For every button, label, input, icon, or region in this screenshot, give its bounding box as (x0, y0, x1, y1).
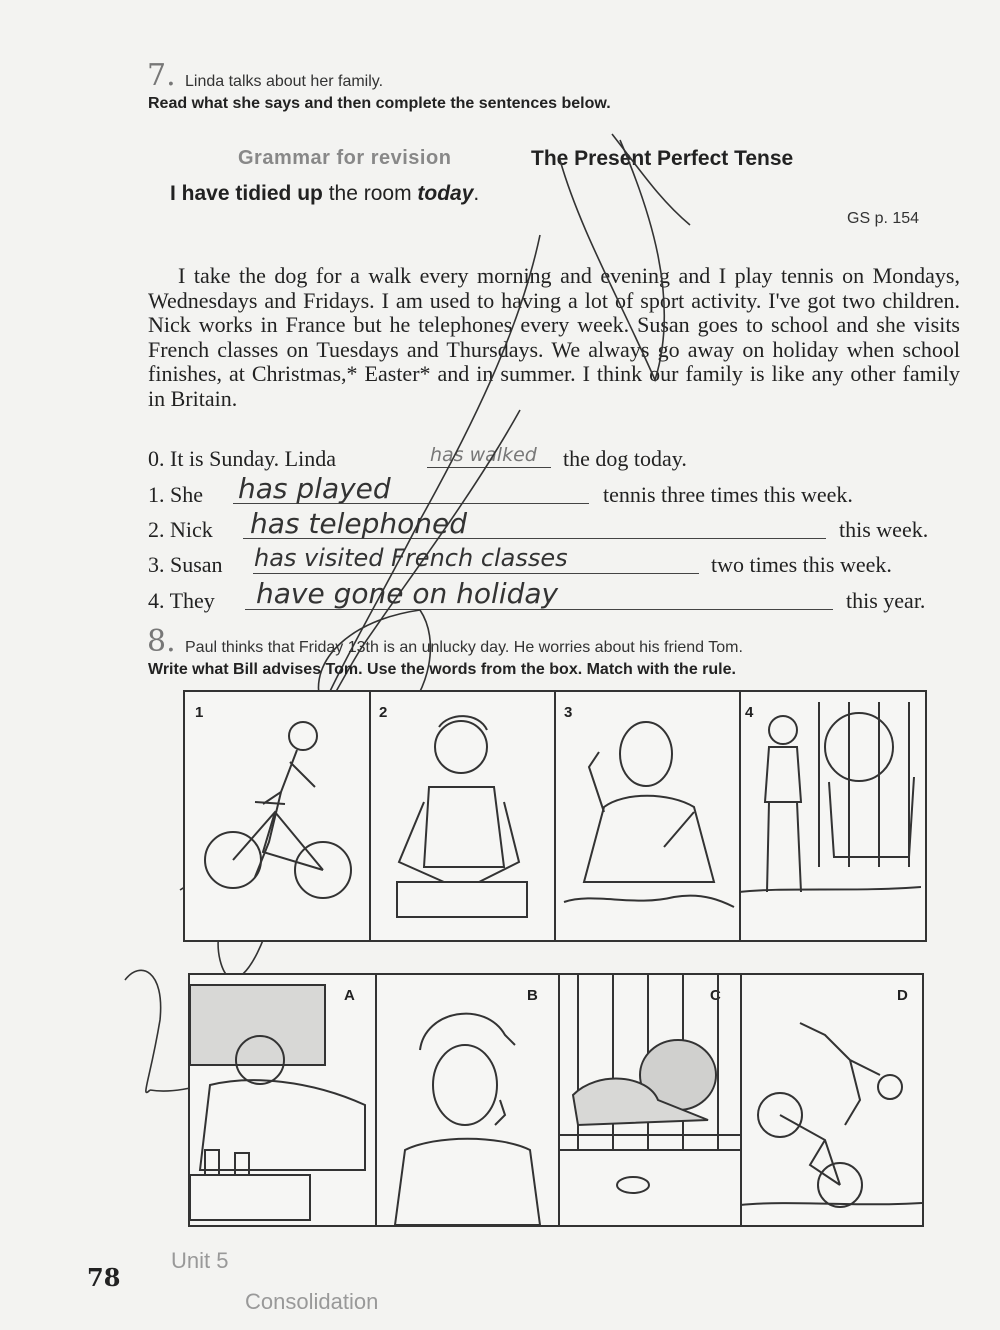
picture-b[interactable] (375, 975, 560, 1225)
picture-a-label: A (344, 987, 355, 1004)
exercise-8-number: 8. (147, 624, 176, 659)
grammar-example (170, 182, 479, 206)
sentence-4-start: 4. They (148, 588, 215, 613)
example-time-word: today (417, 182, 474, 205)
boy-cutting-drawing (369, 692, 554, 940)
exercise-8-instruction: Write what Bill advises Tom. Use the words from the box. Match with the rule. (148, 661, 736, 678)
picture-b-label: B (527, 987, 538, 1004)
picture-1-label: 1 (195, 704, 204, 721)
sentence-0-line (427, 467, 551, 468)
picture-1[interactable] (185, 692, 371, 940)
example-end: . (473, 182, 480, 205)
bottom-picture-strip (188, 973, 924, 1227)
picture-3[interactable] (554, 692, 741, 940)
picture-4[interactable] (739, 692, 921, 940)
sentence-1-end: tennis three times this week. (603, 482, 853, 507)
grammar-reference: GS p. 154 (847, 210, 920, 227)
picture-c[interactable] (558, 975, 742, 1225)
picture-c-label: C (710, 987, 721, 1004)
sentence-3-answer[interactable]: has visited French classes (254, 544, 568, 572)
picture-2-label: 2 (379, 704, 388, 721)
sick-boy-in-bed-drawing (190, 975, 375, 1225)
sentence-3-line (253, 573, 699, 574)
sentence-4-answer[interactable]: have gone on holiday (256, 577, 559, 610)
worried-boy-drawing (375, 975, 558, 1225)
sentence-2-start: 2. Nick (148, 517, 213, 542)
sentence-2-answer[interactable]: has telephoned (250, 507, 467, 540)
sentence-3-end: two times this week. (711, 552, 892, 577)
boy-at-lion-cage-drawing (739, 692, 921, 940)
reading-passage (148, 264, 960, 411)
sentence-4-end: this year. (846, 588, 926, 613)
picture-4-label: 4 (745, 704, 754, 721)
picture-2[interactable] (369, 692, 556, 940)
sentence-0-answer[interactable]: has walked (430, 444, 537, 466)
passage-text: I take the dog for a walk every morning and evening and I play tennis on Mondays, Wednesdays and Fridays. I am used to having a lot of sport activity. I've got two children. Nick works in France but he telephones every week. Susan goes to school and she visits French classes on Tuesdays and Thursdays. We always go away on holiday when school finishes, at Christmas,* Easter* and in summer. I think our family is like any other family in Britain. (148, 263, 960, 411)
picture-d[interactable] (740, 975, 922, 1225)
sentence-1-start: 1. She (148, 482, 203, 507)
exercise-7-instruction: Read what she says and then complete the sentences below. (148, 95, 611, 112)
unit-label: Unit 5 (171, 1248, 229, 1273)
page-number: 78 (87, 1263, 121, 1292)
grammar-label: Grammar for revision (238, 147, 452, 169)
exercise-7-intro: Linda talks about her family. (185, 73, 384, 90)
section-label: Consolidation (245, 1289, 379, 1314)
exercise-7-number: 7. (147, 58, 176, 93)
picture-d-label: D (897, 987, 908, 1004)
lion-in-cage-drawing (558, 975, 740, 1225)
exercise-8-intro: Paul thinks that Friday 13th is an unlucky day. He worries about his friend Tom. (185, 639, 743, 656)
example-verb: I have tidied up (170, 182, 323, 205)
sentence-3-start: 3. Susan (148, 552, 223, 577)
sentence-1-answer[interactable]: has played (238, 472, 391, 505)
boy-eating-sweets-drawing (554, 692, 739, 940)
top-picture-strip (183, 690, 927, 942)
boy-on-bicycle-drawing (185, 692, 369, 940)
picture-3-label: 3 (564, 704, 573, 721)
picture-a[interactable] (190, 975, 377, 1225)
sentence-0-end: the dog today. (563, 446, 687, 471)
example-middle: the room (322, 182, 418, 205)
grammar-title: The Present Perfect Tense (531, 147, 794, 170)
sentence-0-start: 0. It is Sunday. Linda (148, 446, 336, 471)
sentence-2-end: this week. (839, 517, 929, 542)
boy-falling-off-bicycle-drawing (740, 975, 922, 1225)
